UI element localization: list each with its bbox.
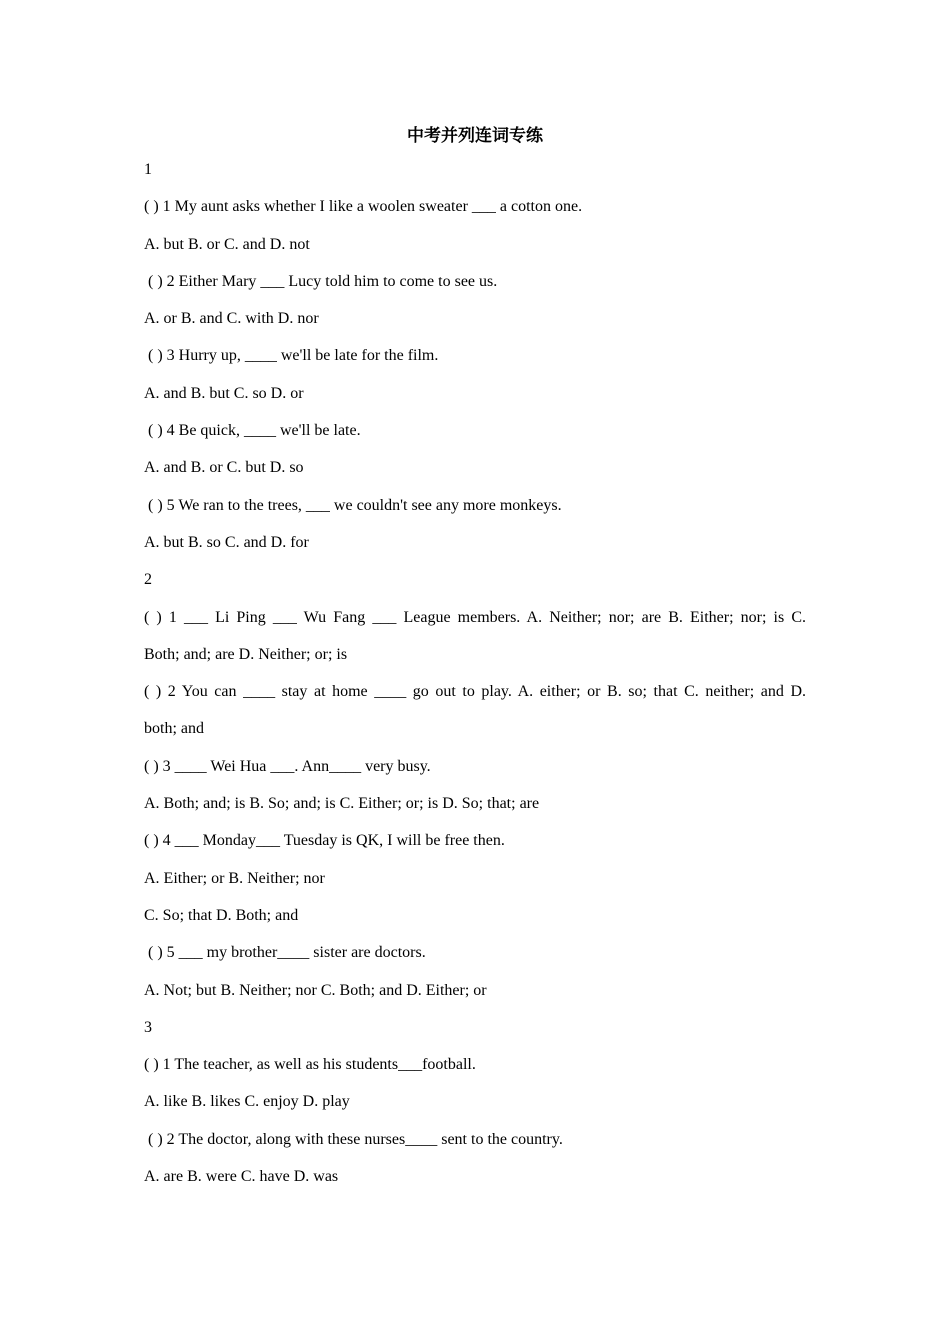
page-title: 中考并列连词专练 <box>407 126 543 145</box>
options-line: A. but B. so C. and D. for <box>144 533 309 551</box>
question-line: ( ) 2 Either Mary ___ Lucy told him to come to see us. <box>148 272 498 290</box>
options-line: A. and B. but C. so D. or <box>144 384 304 402</box>
question-line-continued: both; and <box>144 720 204 738</box>
question-line: ( ) 5 ___ my brother____ sister are doctors. <box>148 944 426 962</box>
options-line: A. and B. or C. but D. so <box>144 459 304 477</box>
options-line: A. Not; but B. Neither; nor C. Both; and D. Either; or <box>144 981 487 999</box>
question-line: ( ) 2 The doctor, along with these nurses____ sent to the country. <box>148 1130 563 1148</box>
options-line: A. Both; and; is B. So; and; is C. Either; or; is D. So; that; are <box>144 795 540 813</box>
question-line: ( ) 3 ____ Wei Hua ___. Ann____ very busy. <box>144 757 431 775</box>
question-line: ( ) 1 The teacher, as well as his students___football. <box>144 1056 476 1074</box>
question-line: ( ) 3 Hurry up, ____ we'll be late for the film. <box>148 347 439 365</box>
exercise-content <box>144 158 806 1202</box>
question-line: ( ) 4 ___ Monday___ Tuesday is QK, I will be free then. <box>144 832 505 850</box>
question-line-continued: Both; and; are D. Neither; or; is <box>144 645 348 663</box>
section-number: 2 <box>144 571 152 589</box>
section-number: 3 <box>144 1018 152 1036</box>
question-line: ( ) 2 You can ____ stay at home ____ go out to play. A. either; or B. so; that C. neither; and D. <box>144 683 806 701</box>
options-line: A. are B. were C. have D. was <box>144 1168 339 1186</box>
question-line: ( ) 1 ___ Li Ping ___ Wu Fang ___ League members. A. Neither; nor; are B. Either; nor; is C. <box>144 608 806 626</box>
section-number: 1 <box>144 161 152 178</box>
options-line: A. but B. or C. and D. not <box>144 235 310 253</box>
question-line: ( ) 5 We ran to the trees, ___ we couldn't see any more monkeys. <box>148 496 562 514</box>
question-line: ( ) 4 Be quick, ____ we'll be late. <box>148 422 361 440</box>
question-line: ( ) 1 My aunt asks whether I like a woolen sweater ___ a cotton one. <box>144 198 583 216</box>
options-line: A. or B. and C. with D. nor <box>144 310 319 328</box>
options-line: A. like B. likes C. enjoy D. play <box>144 1093 350 1111</box>
options-line: C. So; that D. Both; and <box>144 906 299 924</box>
options-line: A. Either; or B. Neither; nor <box>144 869 325 887</box>
